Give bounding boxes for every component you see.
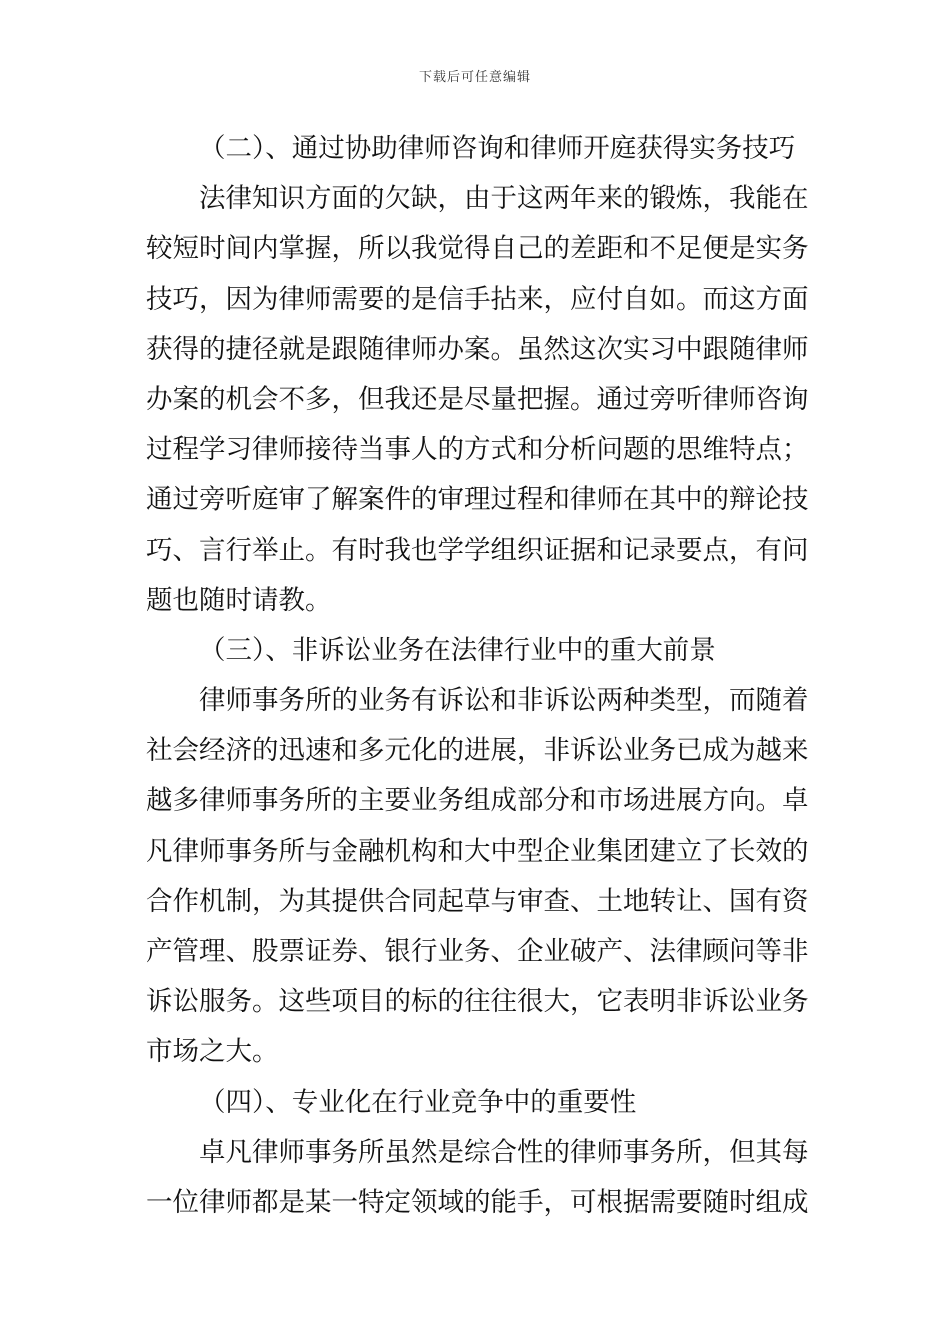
section-heading: （三）、非诉讼业务在法律行业中的重大前景 — [199, 634, 716, 666]
paragraph-line: 卓凡律师事务所虽然是综合性的律师事务所，但其每 — [199, 1136, 808, 1168]
paragraph-line: 巧、言行举止。有时我也学学组织证据和记录要点，有问 — [146, 534, 808, 566]
paragraph-line: 产管理、股票证券、银行业务、企业破产、法律顾问等非 — [146, 936, 808, 967]
paragraph-line: 通过旁听庭审了解案件的审理过程和律师在其中的辩论技 — [146, 484, 808, 516]
section-heading: （四）、专业化在行业竞争中的重要性 — [199, 1086, 637, 1118]
paragraph-line: 法律知识方面的欠缺，由于这两年来的锻炼，我能在 — [199, 183, 808, 215]
section-heading: （二）、通过协助律师咨询和律师开庭获得实务技巧 — [199, 133, 796, 164]
paragraph-line: 办案的机会不多，但我还是尽量把握。通过旁听律师咨询 — [146, 383, 808, 415]
paragraph-line: 题也随时请教。 — [146, 584, 332, 616]
paragraph-line: 一位律师都是某一特定领域的能手，可根据需要随时组成 — [146, 1186, 808, 1218]
paragraph-line: 过程学习律师接待当事人的方式和分析问题的思维特点； — [146, 434, 808, 466]
paragraph-line: 技巧，因为律师需要的是信手拈来，应付自如。而这方面 — [146, 283, 808, 315]
paragraph-line: 凡律师事务所与金融机构和大中型企业集团建立了长效的 — [146, 835, 808, 867]
paragraph-line: 越多律师事务所的主要业务组成部分和市场进展方向。卓 — [146, 785, 808, 817]
paragraph-line: 较短时间内掌握，所以我觉得自己的差距和不足便是实务 — [146, 233, 808, 265]
paragraph-line: 市场之大。 — [146, 1036, 279, 1068]
paragraph-line: 律师事务所的业务有诉讼和非诉讼两种类型，而随着 — [199, 685, 808, 717]
paragraph-line: 获得的捷径就是跟随律师办案。虽然这次实习中跟随律师 — [146, 333, 808, 365]
page-header: 下载后可任意编辑 — [418, 70, 531, 85]
document-body — [146, 124, 808, 1228]
paragraph-line: 社会经济的迅速和多元化的进展，非诉讼业务已成为越来 — [146, 735, 808, 767]
paragraph-line: 诉讼服务。这些项目的标的往往很大，它表明非诉讼业务 — [146, 986, 808, 1018]
paragraph-line: 合作机制，为其提供合同起草与审查、土地转让、国有资 — [146, 885, 808, 917]
